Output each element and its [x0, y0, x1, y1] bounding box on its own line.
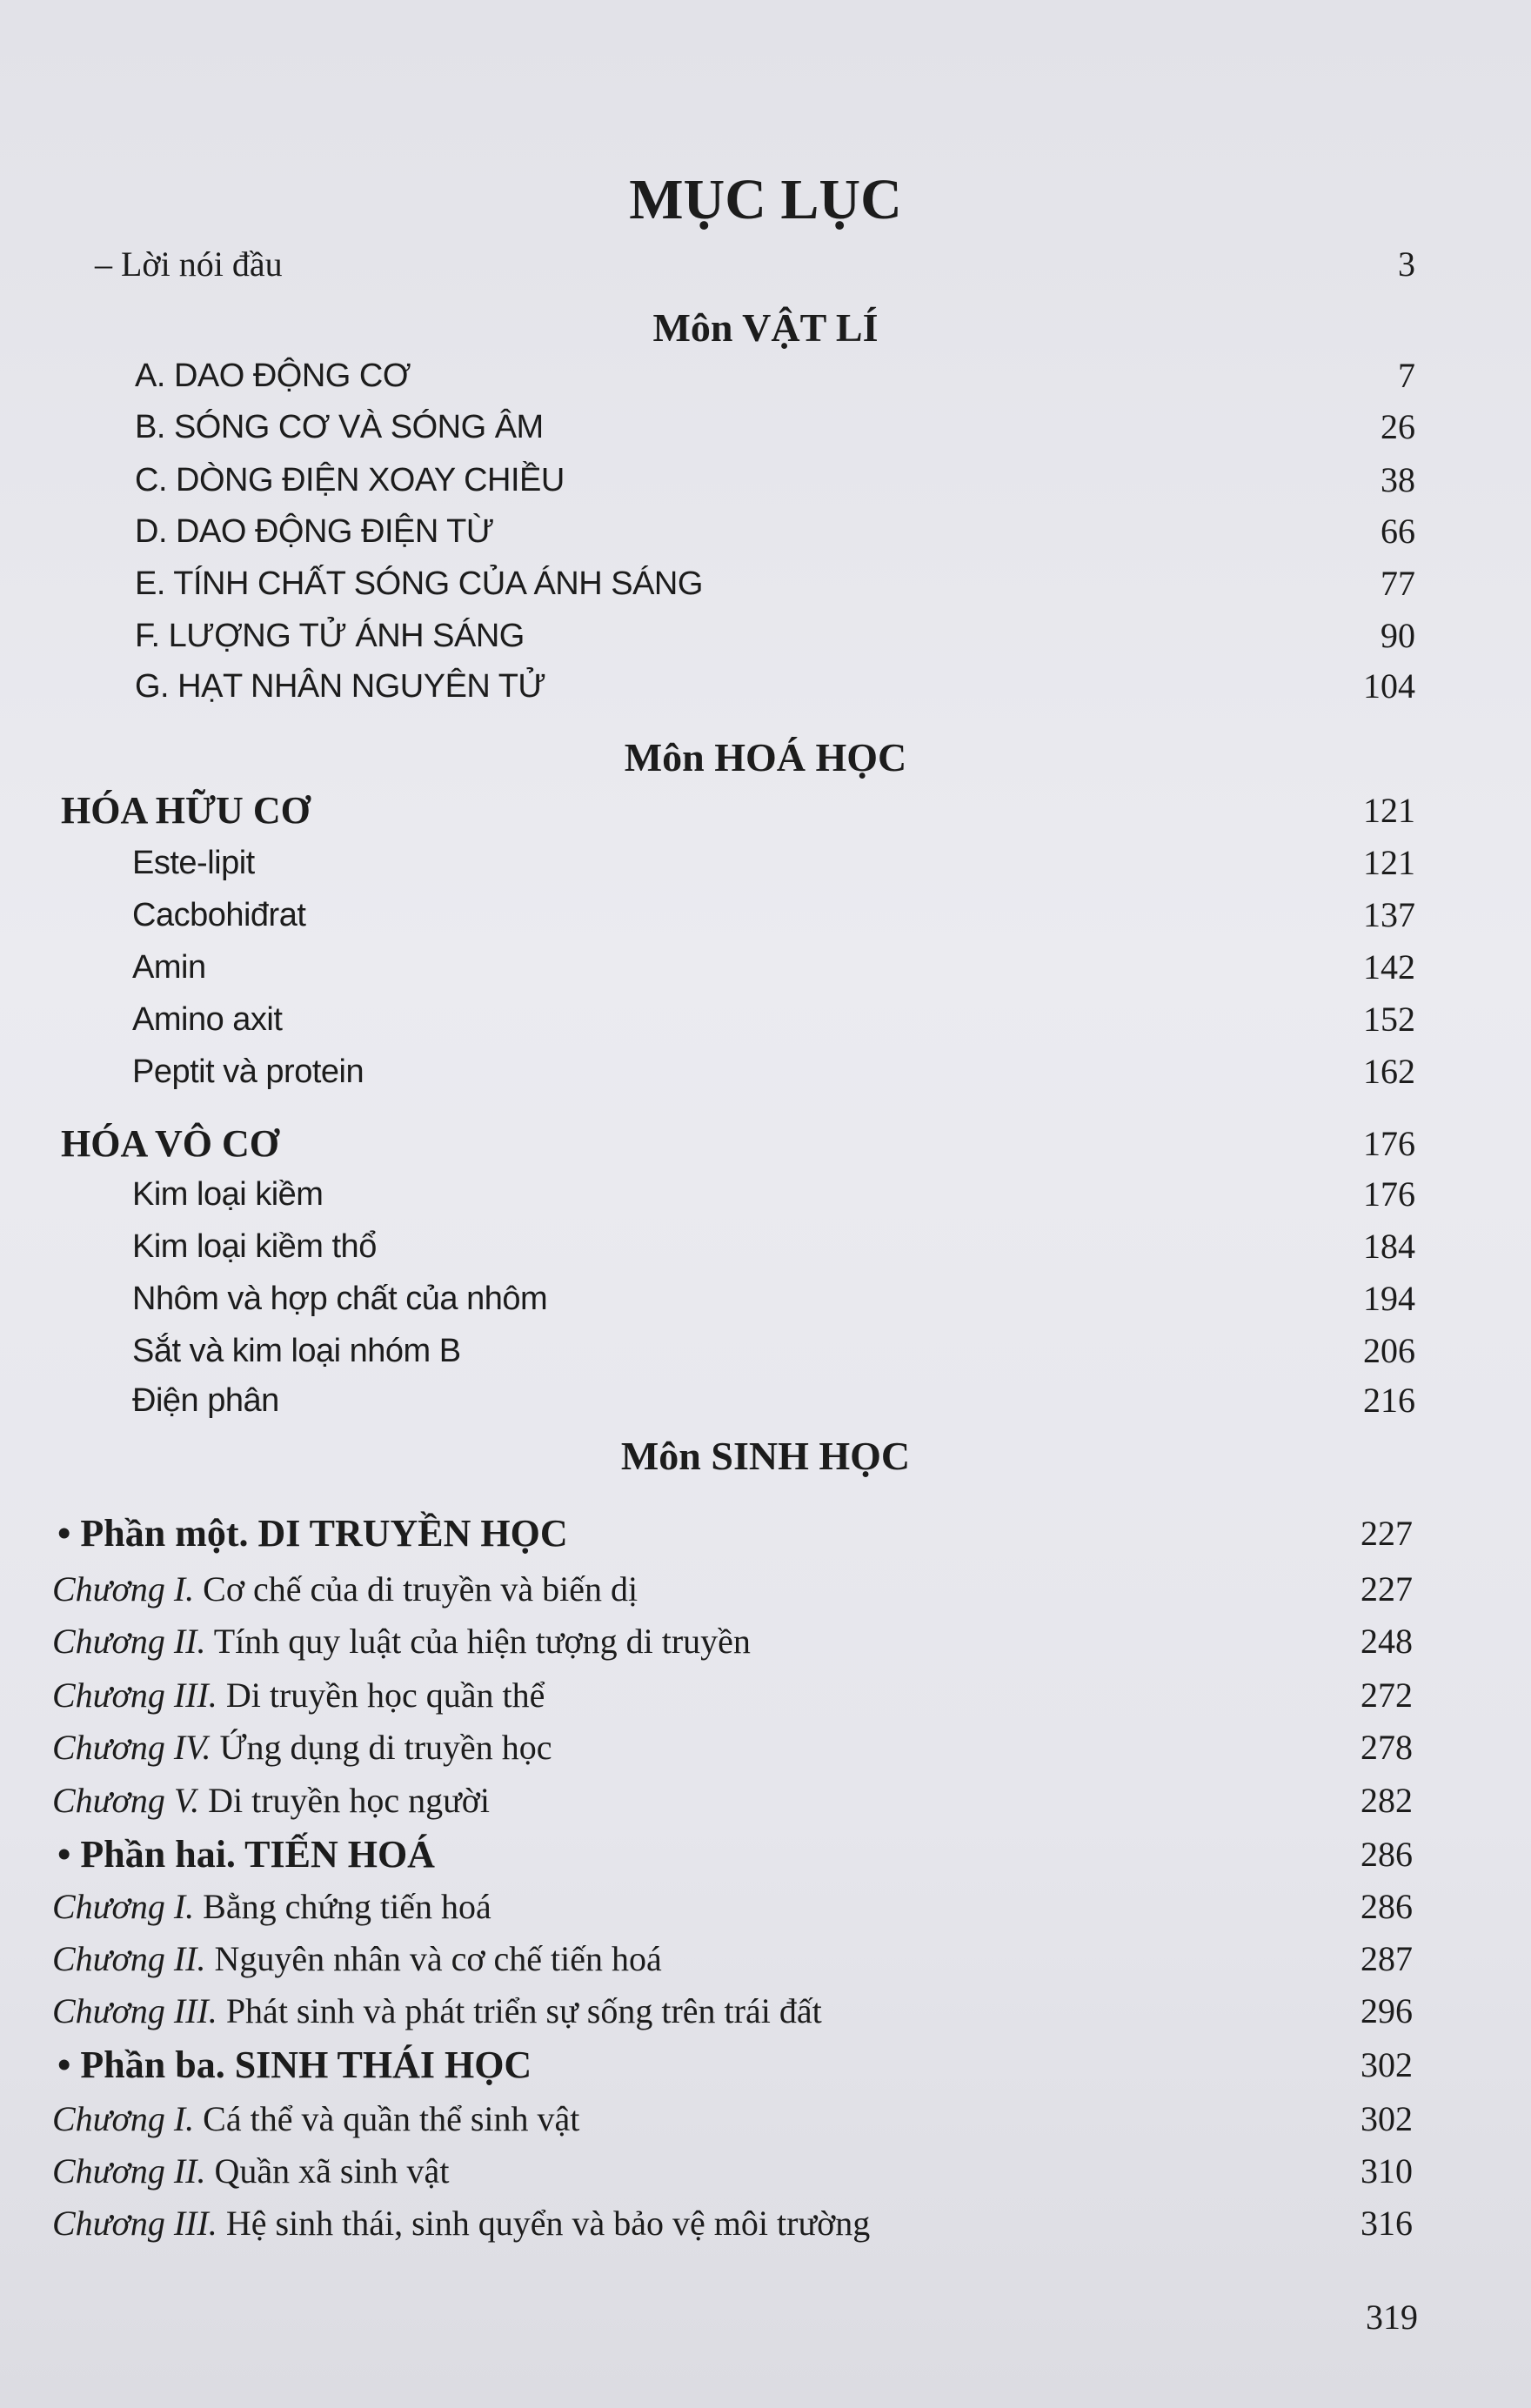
entry-label: • Phần một. DI TRUYỀN HỌC	[57, 1512, 568, 1555]
entry-page: 176	[1363, 1124, 1415, 1163]
page-title: MỤC LỤC	[629, 168, 902, 231]
entry-page: 77	[1381, 564, 1415, 603]
entry-page: 142	[1363, 947, 1415, 987]
entry-page: 38	[1381, 460, 1415, 499]
toc-chapter-biology	[52, 2199, 1413, 2248]
entry-page: 227	[1361, 1514, 1413, 1553]
entry-page: 272	[1361, 1676, 1413, 1715]
chapter-prefix: Chương III.	[52, 1676, 217, 1715]
toc-chapter-biology	[52, 1987, 1413, 2036]
entry-page: 104	[1363, 666, 1415, 706]
toc-entry-chemistry	[132, 839, 1415, 887]
entry-label: Kim loại kiềm	[132, 1176, 324, 1213]
toc-chapter-biology	[52, 1776, 1413, 1825]
chapter-title: Di truyền học quần thể	[217, 1676, 545, 1715]
entry-label	[52, 2147, 449, 2196]
entry-page: 176	[1363, 1174, 1415, 1214]
toc-entry-physics	[135, 507, 1415, 556]
chapter-prefix: Chương II.	[52, 2151, 206, 2191]
entry-label	[52, 1935, 662, 1983]
toc-group-chemistry	[61, 1120, 1415, 1168]
toc-entry-chemistry	[132, 1170, 1415, 1219]
entry-label: Cacbohiđrat	[132, 897, 306, 933]
entry-page: 66	[1381, 512, 1415, 551]
entry-page: 227	[1361, 1569, 1413, 1609]
toc-part-biology	[57, 2041, 1413, 2090]
section-heading-physics: Môn VẬT LÍ	[652, 305, 879, 350]
toc-entry-intro	[95, 240, 1415, 289]
toc-entry-physics	[135, 612, 1415, 660]
entry-page: 7	[1398, 356, 1415, 395]
chapter-prefix: Chương IV.	[52, 1728, 211, 1767]
toc-chapter-biology	[52, 1671, 1413, 1720]
entry-label	[52, 1883, 491, 1931]
entry-label: HÓA VÔ CƠ	[61, 1122, 280, 1165]
entry-page: 184	[1363, 1227, 1415, 1266]
chapter-prefix: Chương I.	[52, 1569, 195, 1609]
entry-page: 206	[1363, 1331, 1415, 1370]
entry-label: C. DÒNG ĐIỆN XOAY CHIỀU	[135, 462, 565, 498]
entry-page: 278	[1361, 1728, 1413, 1767]
toc-entry-physics	[135, 456, 1415, 505]
toc-entry-chemistry	[132, 1376, 1415, 1425]
toc-entry-physics	[135, 559, 1415, 608]
entry-page: 152	[1363, 1000, 1415, 1039]
toc-chapter-biology	[52, 2147, 1413, 2196]
entry-page: 287	[1361, 1939, 1413, 1978]
entry-label	[52, 1617, 751, 1666]
entry-page: 121	[1363, 843, 1415, 882]
entry-page: 286	[1361, 1887, 1413, 1926]
entry-page: 316	[1361, 2204, 1413, 2243]
entry-page: 248	[1361, 1622, 1413, 1661]
chapter-title: Cơ chế của di truyền và biến dị	[194, 1569, 638, 1609]
entry-label: Sắt và kim loại nhóm B	[132, 1333, 461, 1369]
page-number: 319	[1366, 2298, 1418, 2337]
chapter-title: Di truyền học người	[199, 1781, 491, 1820]
toc-part-biology	[57, 1830, 1413, 1879]
entry-page: 121	[1363, 791, 1415, 830]
toc-entry-chemistry	[132, 1327, 1415, 1375]
section-heading-chemistry: Môn HOÁ HỌC	[624, 735, 907, 779]
entry-label: Kim loại kiềm thổ	[132, 1228, 377, 1265]
toc-entry-physics	[135, 351, 1415, 400]
chapter-prefix: Chương II.	[52, 1939, 206, 1978]
toc-entry-physics	[135, 403, 1415, 452]
entry-label	[52, 1565, 638, 1614]
section-heading-biology: Môn SINH HỌC	[620, 1434, 911, 1478]
toc-part-biology	[57, 1509, 1413, 1558]
toc-chapter-biology	[52, 1883, 1413, 1931]
toc-entry-chemistry	[132, 1222, 1415, 1271]
entry-page: 286	[1361, 1835, 1413, 1874]
entry-page: 26	[1381, 407, 1415, 446]
entry-label: Peptit và protein	[132, 1054, 364, 1090]
chapter-prefix: Chương I.	[52, 2099, 195, 2138]
entry-page: 3	[1398, 244, 1415, 284]
chapter-title: Hệ sinh thái, sinh quyển và bảo vệ môi trường	[217, 2204, 871, 2243]
entry-page: 162	[1363, 1052, 1415, 1091]
chapter-title: Nguyên nhân và cơ chế tiến hoá	[205, 1939, 662, 1978]
entry-page: 296	[1361, 1991, 1413, 2030]
entry-label: • Phần ba. SINH THÁI HỌC	[57, 2043, 532, 2086]
entry-page: 302	[1361, 2099, 1413, 2138]
entry-label	[52, 2095, 579, 2144]
entry-page: 216	[1363, 1381, 1415, 1420]
entry-label	[52, 1671, 545, 1720]
entry-label: Điện phân	[132, 1382, 279, 1419]
entry-label: Nhôm và hợp chất của nhôm	[132, 1281, 548, 1317]
entry-page: 137	[1363, 895, 1415, 934]
entry-label	[52, 1987, 822, 2036]
toc-chapter-biology	[52, 2095, 1413, 2144]
entry-label: E. TÍNH CHẤT SÓNG CỦA ÁNH SÁNG	[135, 565, 703, 602]
toc-chapter-biology	[52, 1935, 1413, 1983]
toc-entry-chemistry	[132, 891, 1415, 940]
entry-label: Este-lipit	[132, 845, 255, 881]
entry-label: D. DAO ĐỘNG ĐIỆN TỪ	[135, 513, 494, 550]
entry-label: B. SÓNG CƠ VÀ SÓNG ÂM	[135, 409, 544, 445]
toc-chapter-biology	[52, 1723, 1413, 1772]
entry-label: • Phần hai. TIẾN HOÁ	[57, 1833, 435, 1876]
entry-label	[52, 1723, 552, 1772]
chapter-prefix: Chương III.	[52, 1991, 217, 2030]
toc-entry-physics	[135, 662, 1415, 711]
toc-entry-chemistry	[132, 995, 1415, 1044]
entry-page: 302	[1361, 2045, 1413, 2084]
entry-label: A. DAO ĐỘNG CƠ	[135, 358, 411, 394]
chapter-prefix: Chương II.	[52, 1622, 206, 1661]
chapter-prefix: Chương I.	[52, 1887, 195, 1926]
toc-chapter-biology	[52, 1565, 1413, 1614]
entry-label: F. LƯỢNG TỬ ÁNH SÁNG	[135, 618, 525, 654]
chapter-title: Cá thể và quần thể sinh vật	[194, 2099, 580, 2138]
toc-entry-chemistry	[132, 1047, 1415, 1096]
chapter-prefix: Chương III.	[52, 2204, 217, 2243]
entry-label	[52, 1776, 490, 1825]
toc-entry-chemistry	[132, 943, 1415, 992]
entry-label: – Lời nói đầu	[95, 244, 283, 284]
chapter-title: Bằng chứng tiến hoá	[194, 1887, 491, 1926]
chapter-title: Ứng dụng di truyền học	[211, 1728, 552, 1767]
chapter-prefix: Chương V.	[52, 1781, 200, 1820]
entry-page: 194	[1363, 1279, 1415, 1318]
entry-label: Amino axit	[132, 1001, 283, 1038]
toc-group-chemistry	[61, 786, 1415, 835]
chapter-title: Phát sinh và phát triển sự sống trên trái đất	[217, 1991, 822, 2030]
entry-page: 282	[1361, 1781, 1413, 1820]
entry-page: 310	[1361, 2151, 1413, 2191]
chapter-title: Tính quy luật của hiện tượng di truyền	[205, 1622, 751, 1661]
entry-page: 90	[1381, 616, 1415, 655]
entry-label	[52, 2199, 870, 2248]
toc-entry-chemistry	[132, 1274, 1415, 1323]
entry-label: Amin	[132, 949, 206, 986]
entry-label: G. HẠT NHÂN NGUYÊN TỬ	[135, 668, 546, 705]
toc-chapter-biology	[52, 1617, 1413, 1666]
chapter-title: Quần xã sinh vật	[205, 2151, 450, 2191]
entry-label: HÓA HỮU CƠ	[61, 789, 311, 832]
